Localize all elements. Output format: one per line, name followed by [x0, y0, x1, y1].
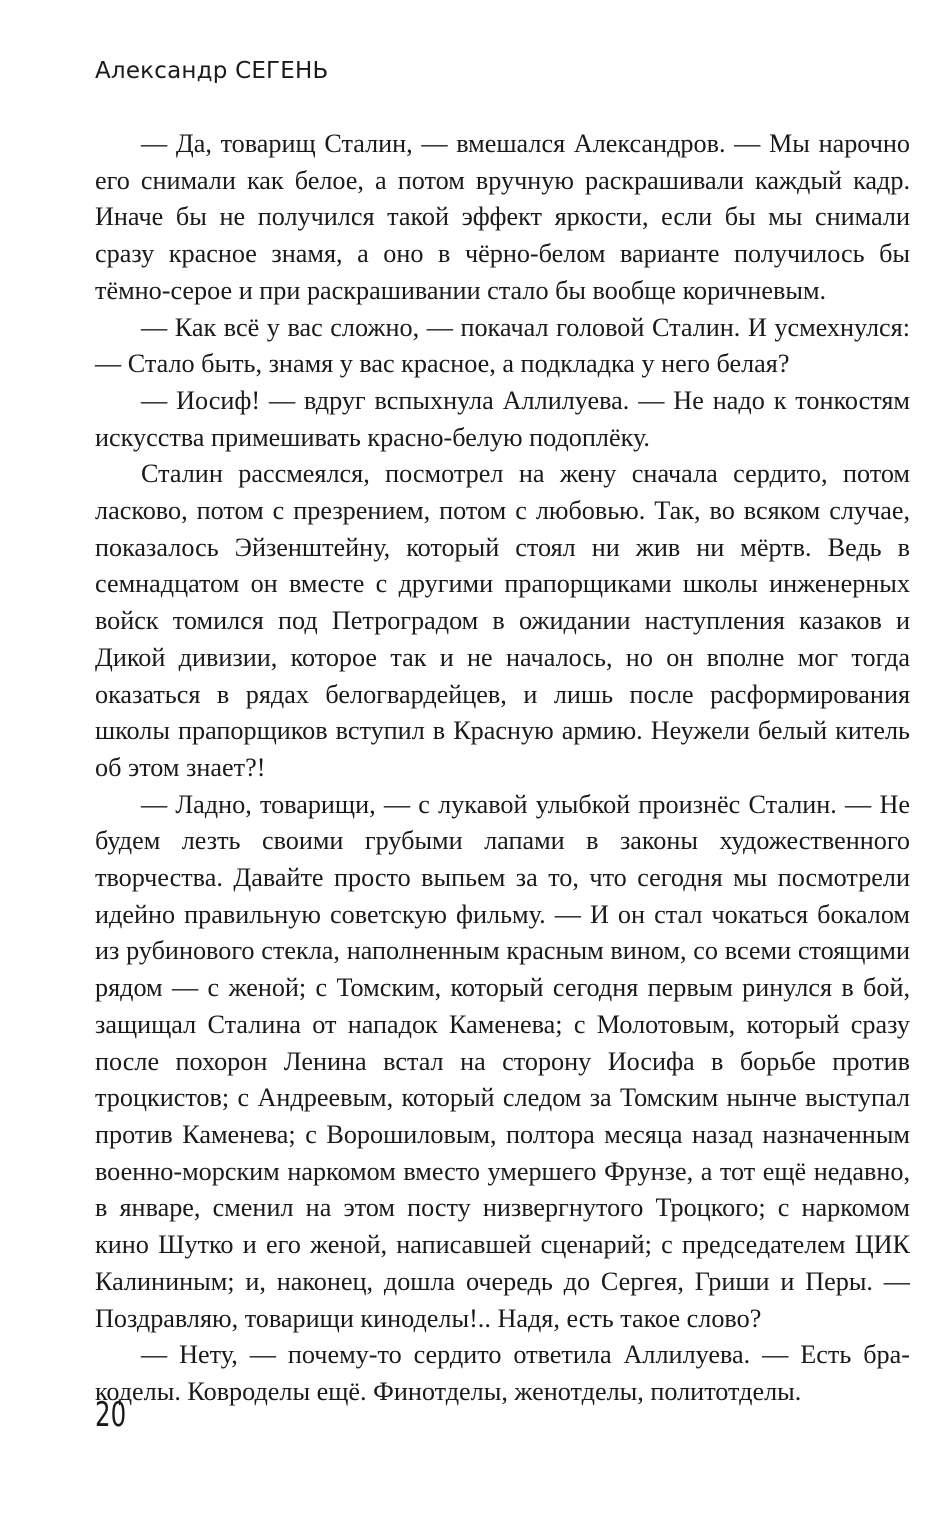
paragraph: — Нету, — почему-то сердито ответила Аллилуева. — Есть бракоделы. Ковроделы ещё. Финотделы, женотделы, политотделы. [95, 1340, 910, 1406]
paragraph: — Да, товарищ Сталин, — вмешался Александров. — Мы нарочно его снимали как белое, а потом вручную раскрашивали каждый кадр. Иначе бы не получился такой эффект яркости, если бы мы снимали сразу красное знамя, а оно в чёрно-белом варианте получилось бы тёмно-серое и при раскрашивании стало бы вообще коричневым. [95, 129, 910, 305]
running-head: Александр СЕГЕНЬ [95, 58, 329, 84]
page-number: 20 [95, 1395, 127, 1435]
paragraph: — Ладно, товарищи, — с лукавой улыбкой произнёс Сталин. — Не будем лезть своими грубыми лапами в законы художественного творчества. Давайте просто выпьем за то, что сегодня мы посмотрели идейно правильную советскую фильму. — И он стал чокаться бокалом из рубинового стекла, наполненным красным вином, со всеми стоящими рядом — с женой; с Томским, который сегодня первым ринулся в бой, защищал Сталина от нападок Каменева; с Молотовым, который сразу после похорон Ленина встал на сторону Иосифа в борьбе против троцкистов; с Андреевым, который следом за Томским нынче выступал против Каменева; с Ворошиловым, полтора месяца назад назначенным военно-морским наркомом вместо умершего Фрунзе, а тот ещё недавно, в январе, сменил на этом посту низвергнутого Троцкого; с наркомом кино Шутко и его женой, написавшей сценарий; с председателем ЦИК Калининым; и, наконец, дошла очередь до Сергея, Гриши и Перы. — Поздравляю, товарищи киноделы!.. Надя, есть такое слово? [95, 789, 910, 1333]
paragraph: — Как всё у вас сложно, — покачал головой Сталин. И усмехнулся: — Стало быть, знамя у вас красное, а подкладка у него белая? [95, 312, 910, 379]
paragraph: Сталин рассмеялся, посмотрел на жену сначала сердито, потом ласково, потом с презрением, потом с любовью. Так, во всяком случае, показалось Эйзенштейну, который стоял ни жив ни мёртв. Ведь в семнадцатом он вместе с другими прапорщиками школы инженерных войск томился под Петроградом в ожидании наступления казаков и Дикой дивизии, которое так и не началось, но он вполне мог тогда оказаться в рядах белогвардейцев, и лишь после расформирования школы прапорщиков вступил в Красную армию. Неужели белый китель об этом знает?! [95, 459, 910, 782]
paragraph: — Иосиф! — вдруг вспыхнула Аллилуева. — Не надо к тонкостям искусства примешивать красно-белую подоплёку. [95, 385, 910, 452]
body-text [95, 126, 910, 1411]
